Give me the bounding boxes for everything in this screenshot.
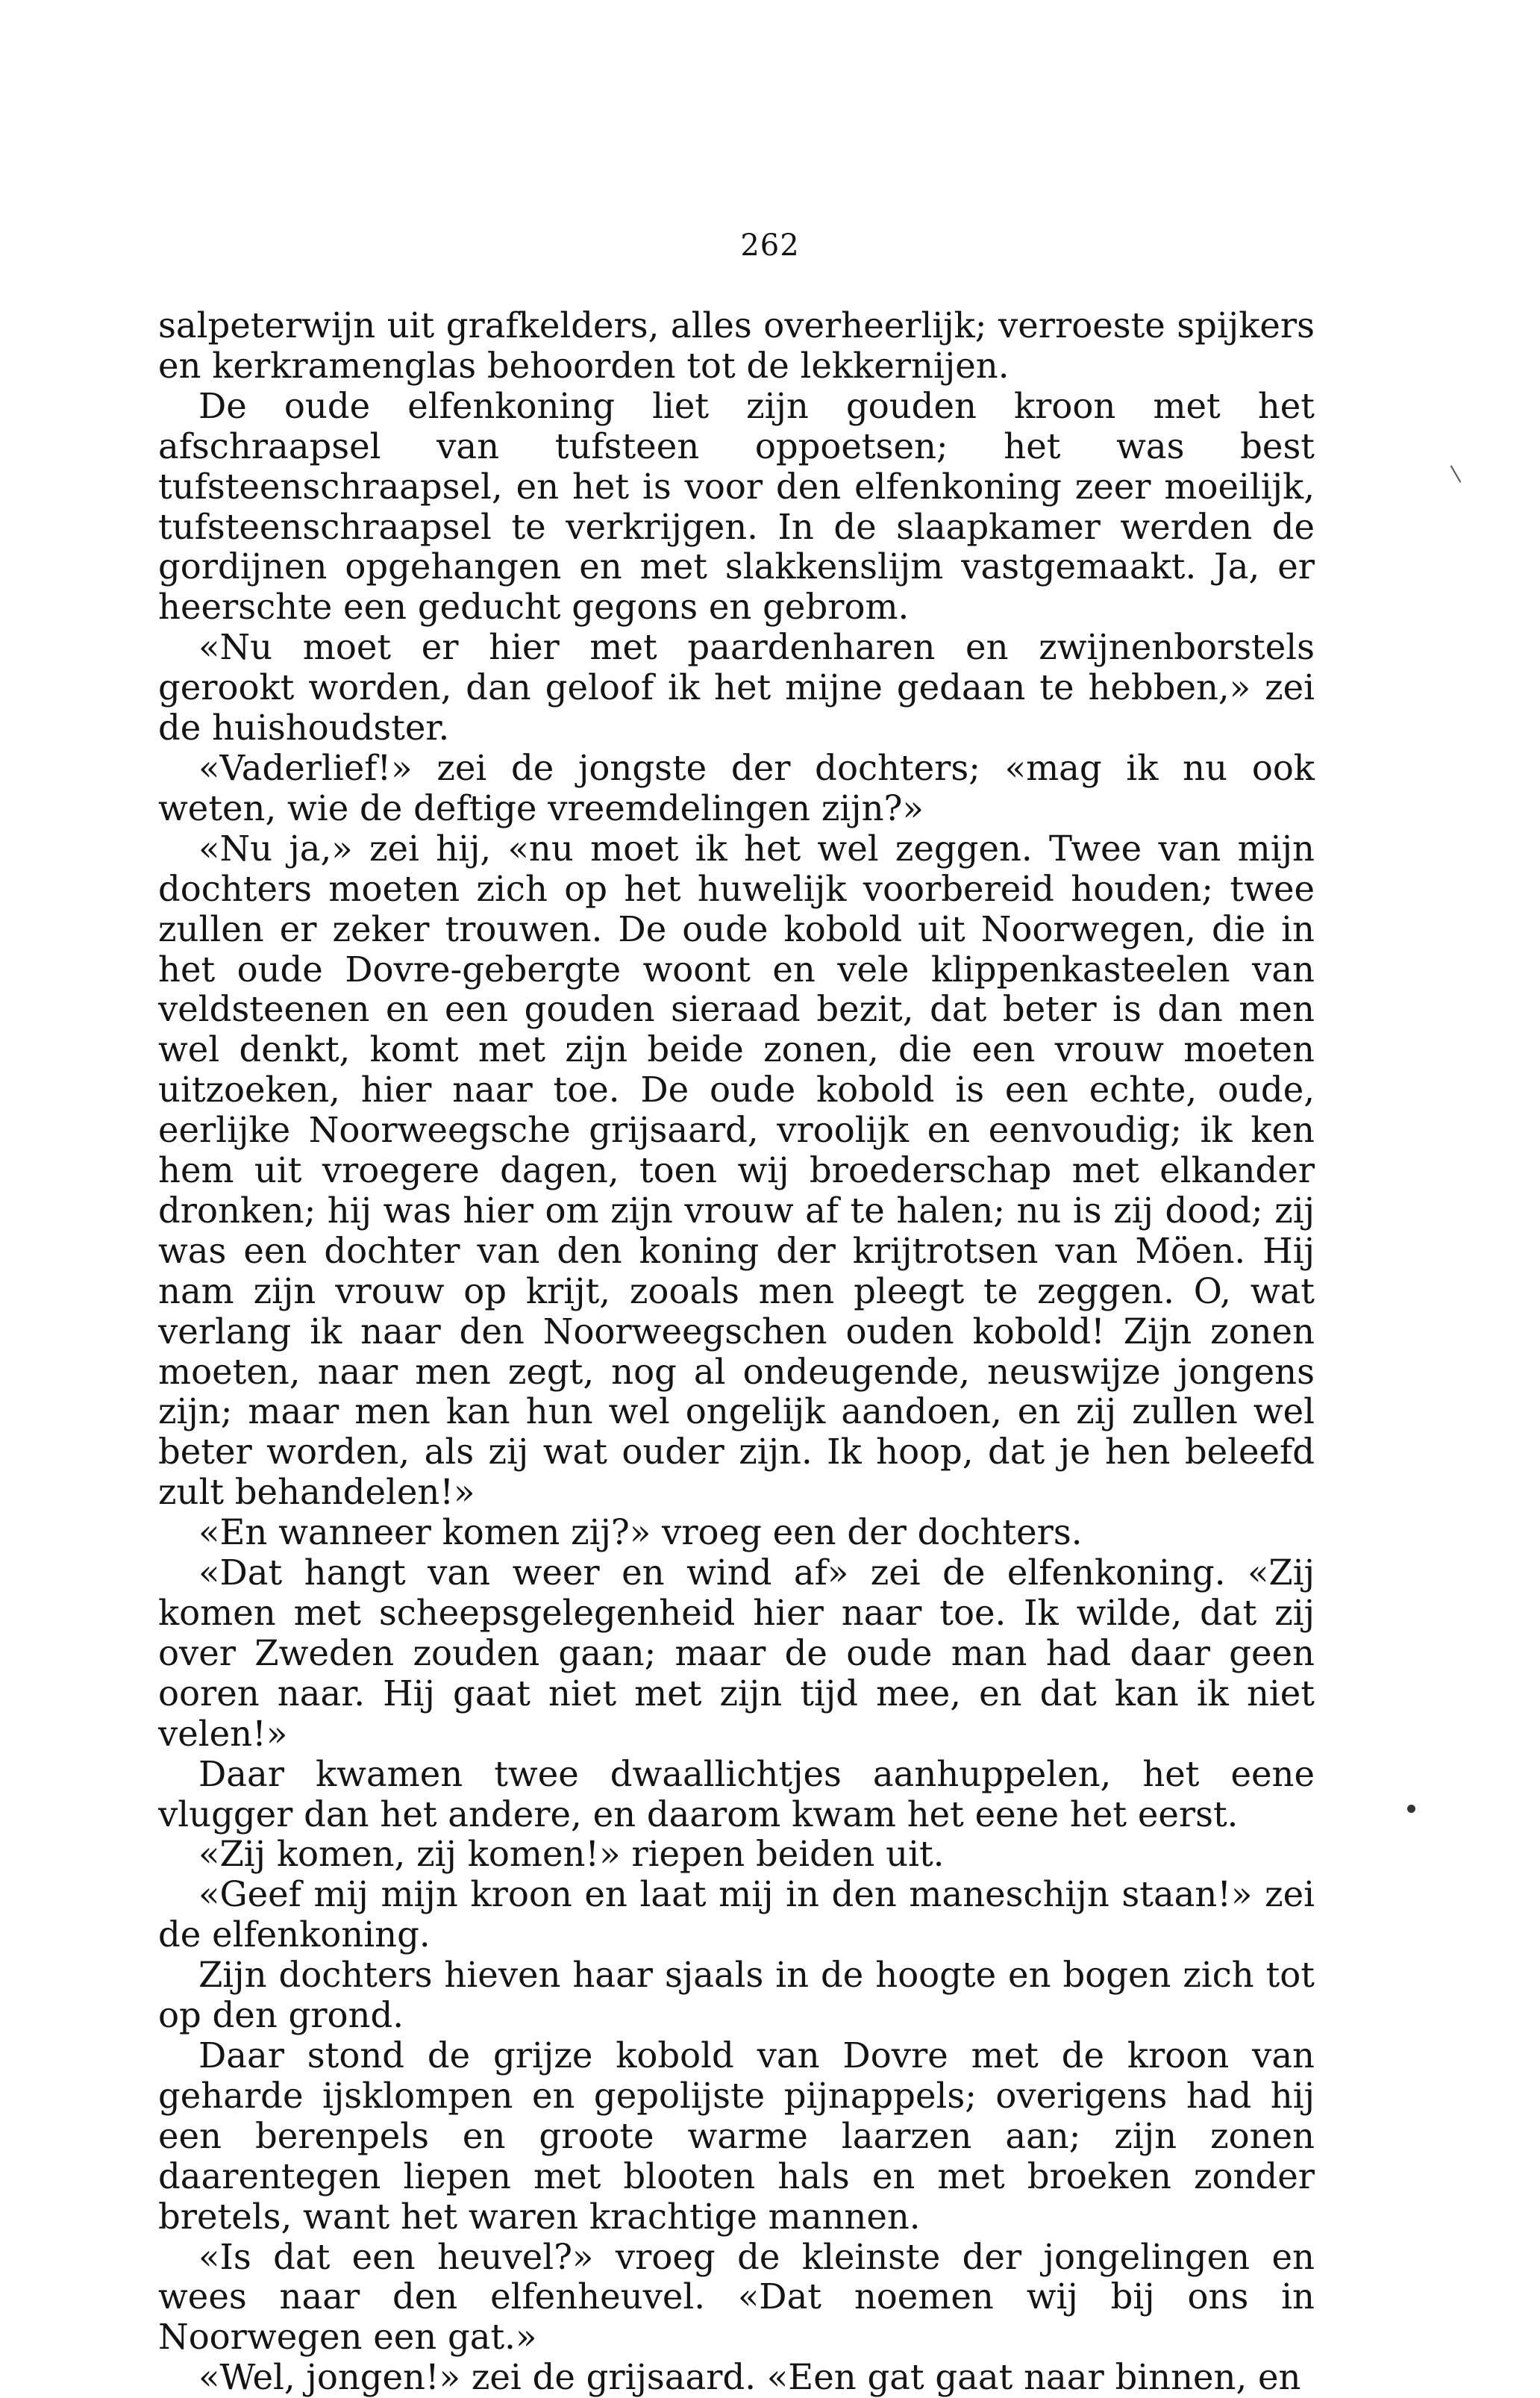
- paragraph: «En wanneer komen zij?» vroeg een der dochters.: [198, 1512, 1083, 1553]
- paragraph: «Wel, jongen!» zei de grijsaard. «Een gat gaat naar binnen, en: [198, 2357, 1301, 2398]
- body-text: [158, 306, 1315, 2398]
- paragraph: «Zij komen, zij komen!» riepen beiden uit.: [198, 1834, 945, 1875]
- paragraph: «Vaderlief!» zei de jongste der dochters; «mag ik nu ook weten, wie de deftige vreemdelingen zijn?»: [158, 747, 1315, 828]
- paragraph: Daar kwamen twee dwaallichtjes aanhuppelen, het eene vlugger dan het andere, en daarom kwam het eene het eerst.: [158, 1753, 1315, 1835]
- paragraph: «Is dat een heuvel?» vroeg de kleinste der jongelingen en wees naar den elfenheuvel. «Dat noemen wij bij ons in Noorwegen een gat.»: [158, 2236, 1315, 2358]
- paragraph: salpeterwijn uit grafkelders, alles overheerlijk; verroeste spijkers en kerkramenglas behoorden tot de lekkernijen.: [158, 305, 1315, 386]
- paragraph: De oude elfenkoning liet zijn gouden kroon met het afschraapsel van tufsteen oppoetsen; het was best tufsteenschraapsel, en het is voor den elfenkoning zeer moeilijk, tufsteenschraapsel te verkrijgen. In de slaapkamer werden de gordijnen opgehangen en met slakkenslijm vastgemaakt. Ja, er heerschte een geducht gegons en gebrom.: [158, 385, 1315, 628]
- paragraph: «Geef mij mijn kroon en laat mij in den maneschijn staan!» zei de elfenkoning.: [158, 1874, 1315, 1955]
- paragraph: «Nu ja,» zei hij, «nu moet ik het wel zeggen. Twee van mijn dochters moeten zich op het huwelijk voorbereid houden; twee zullen er zeker trouwen. De oude kobold uit Noorwegen, die in het oude Dovre-gebergte woont en vele klippenkasteelen van veldsteenen en een gouden sieraad bezit, dat beter is dan men wel denkt, komt met zijn beide zonen, die een vrouw moeten uitzoeken, hier naar toe. De oude kobold is een echte, oude, eerlijke Noorweegsche grijsaard, vroolijk en eenvoudig; ik ken hem uit vroegere dagen, toen wij broederschap met elkander dronken; hij was hier om zijn vrouw af te halen; nu is zij dood; zij was een dochter van den koning der krijtrotsen van Möen. Hij nam zijn vrouw op krijt, zooals men pleegt te zeggen. O, wat verlang ik naar den Noorweegschen ouden kobold! Zijn zonen moeten, naar men zegt, nog al ondeugende, neuswijze jongens zijn; maar men kan hun wel ongelijk aandoen, en zij zullen wel beter worden, als zij wat ouder zijn. Ik hoop, dat je hen beleefd zult behandelen!»: [158, 828, 1315, 1513]
- scan-mark: [1450, 465, 1462, 483]
- page-number: 262: [740, 228, 800, 263]
- paragraph: Zijn dochters hieven haar sjaals in de hoogte en bogen zich tot op den grond.: [158, 1955, 1315, 2036]
- paragraph: «Dat hangt van weer en wind af» zei de elfenkoning. «Zij komen met scheepsgelegenheid hier naar toe. Ik wilde, dat zij over Zweden zouden gaan; maar de oude man had daar geen ooren naar. Hij gaat niet met zijn tijd mee, en dat kan ik niet velen!»: [158, 1552, 1315, 1754]
- paragraph: «Nu moet er hier met paardenharen en zwijnenborstels gerookt worden, dan geloof ik het mijne gedaan te hebben,» zei de huishoudster.: [158, 627, 1315, 749]
- paragraph: Daar stond de grijze kobold van Dovre met de kroon van geharde ijsklompen en gepolijste pijnappels; overigens had hij een berenpels en groote warme laarzen aan; zijn zonen daarentegen liepen met blooten hals en met broeken zonder bretels, want het waren krachtige mannen.: [158, 2035, 1315, 2237]
- scan-speck: [1407, 1805, 1415, 1813]
